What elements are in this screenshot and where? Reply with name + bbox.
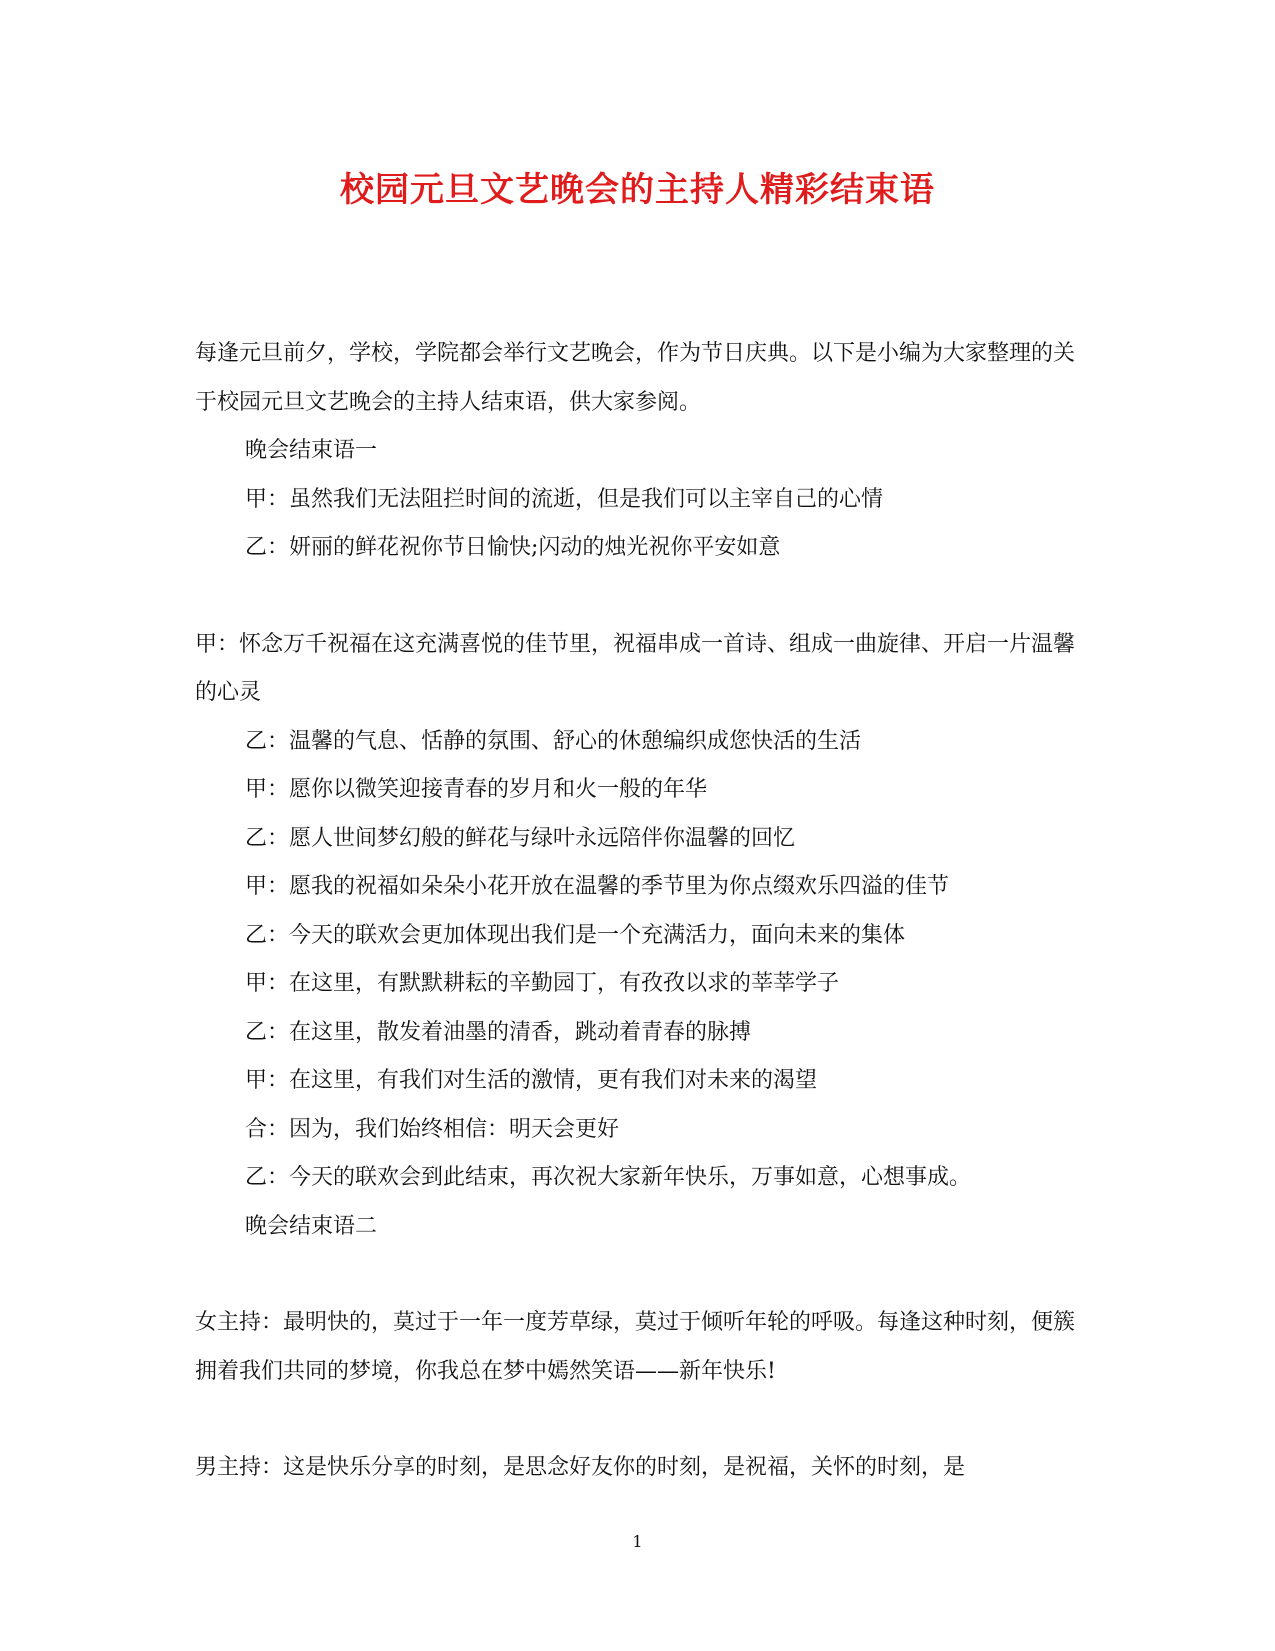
dialogue-line: 甲：愿我的祝福如朵朵小花开放在温馨的季节里为你点缀欢乐四溢的佳节: [245, 874, 950, 899]
paragraph-gap: [195, 1251, 1075, 1299]
dialogue-line: 合：因为，我们始终相信：明天会更好: [245, 1116, 620, 1142]
dialogue-line: 乙：今天的联欢会到此结束，再次祝大家新年快乐，万事如意，心想事成。: [245, 1165, 972, 1190]
dialogue-line: 甲：愿你以微笑迎接青春的岁月和火一般的年华: [245, 777, 708, 802]
dialogue-line: 甲：在这里，有我们对生活的激情，更有我们对未来的渴望: [245, 1068, 818, 1093]
dialogue-line: 乙：今天的联欢会更加体现出我们是一个充满活力，面向未来的集体: [245, 922, 906, 948]
dialogue-line: 甲：在这里，有默默耕耘的辛勤园丁，有孜孜以求的莘莘学子: [245, 971, 840, 996]
dialogue-paragraph: 甲：怀念万千祝福在这充满喜悦的佳节里，祝福串成一首诗、组成一曲旋律、开启一片温馨的心灵: [195, 631, 1076, 705]
dialogue-paragraph: 男主持：这是快乐分享的时刻，是思念好友你的时刻，是祝福，关怀的时刻，是: [195, 1455, 966, 1480]
document-title: 校园元旦文艺晚会的主持人精彩结束语: [340, 170, 935, 210]
intro-paragraph: 每逢元旦前夕，学校，学院都会举行文艺晚会，作为节日庆典。以下是小编为大家整理的关于校园元旦文艺晚会的主持人结束语，供大家参阅。: [195, 341, 1076, 415]
dialogue-line: 乙：愿人世间梦幻般的鲜花与绿叶永远陪伴你温馨的回忆: [245, 825, 796, 851]
page-number: 1: [632, 1532, 643, 1551]
dialogue-line: 乙：在这里，散发着油墨的清香，跳动着青春的脉搏: [245, 1019, 752, 1045]
dialogue-line: 乙：温馨的气息、恬静的氛围、舒心的休憩编织成您快活的生活: [245, 728, 862, 754]
paragraph-gap: [195, 573, 1075, 621]
section-heading-2: 晚会结束语二: [245, 1213, 378, 1239]
section-heading-1: 晚会结束语一: [245, 438, 378, 463]
dialogue-paragraph: 女主持：最明快的，莫过于一年一度芳草绿，莫过于倾听年轮的呼吸。每逢这种时刻，便簇拥着我们共同的梦境，你我总在梦中嫣然笑语——新年快乐!: [195, 1310, 1076, 1384]
document-body: [195, 330, 1075, 1493]
dialogue-line: 甲：虽然我们无法阻拦时间的流逝，但是我们可以主宰自己的心情: [245, 486, 884, 512]
dialogue-line: 乙：妍丽的鲜花祝你节日愉快;闪动的烛光祝你平安如意: [245, 535, 781, 560]
paragraph-gap: [195, 1396, 1075, 1444]
